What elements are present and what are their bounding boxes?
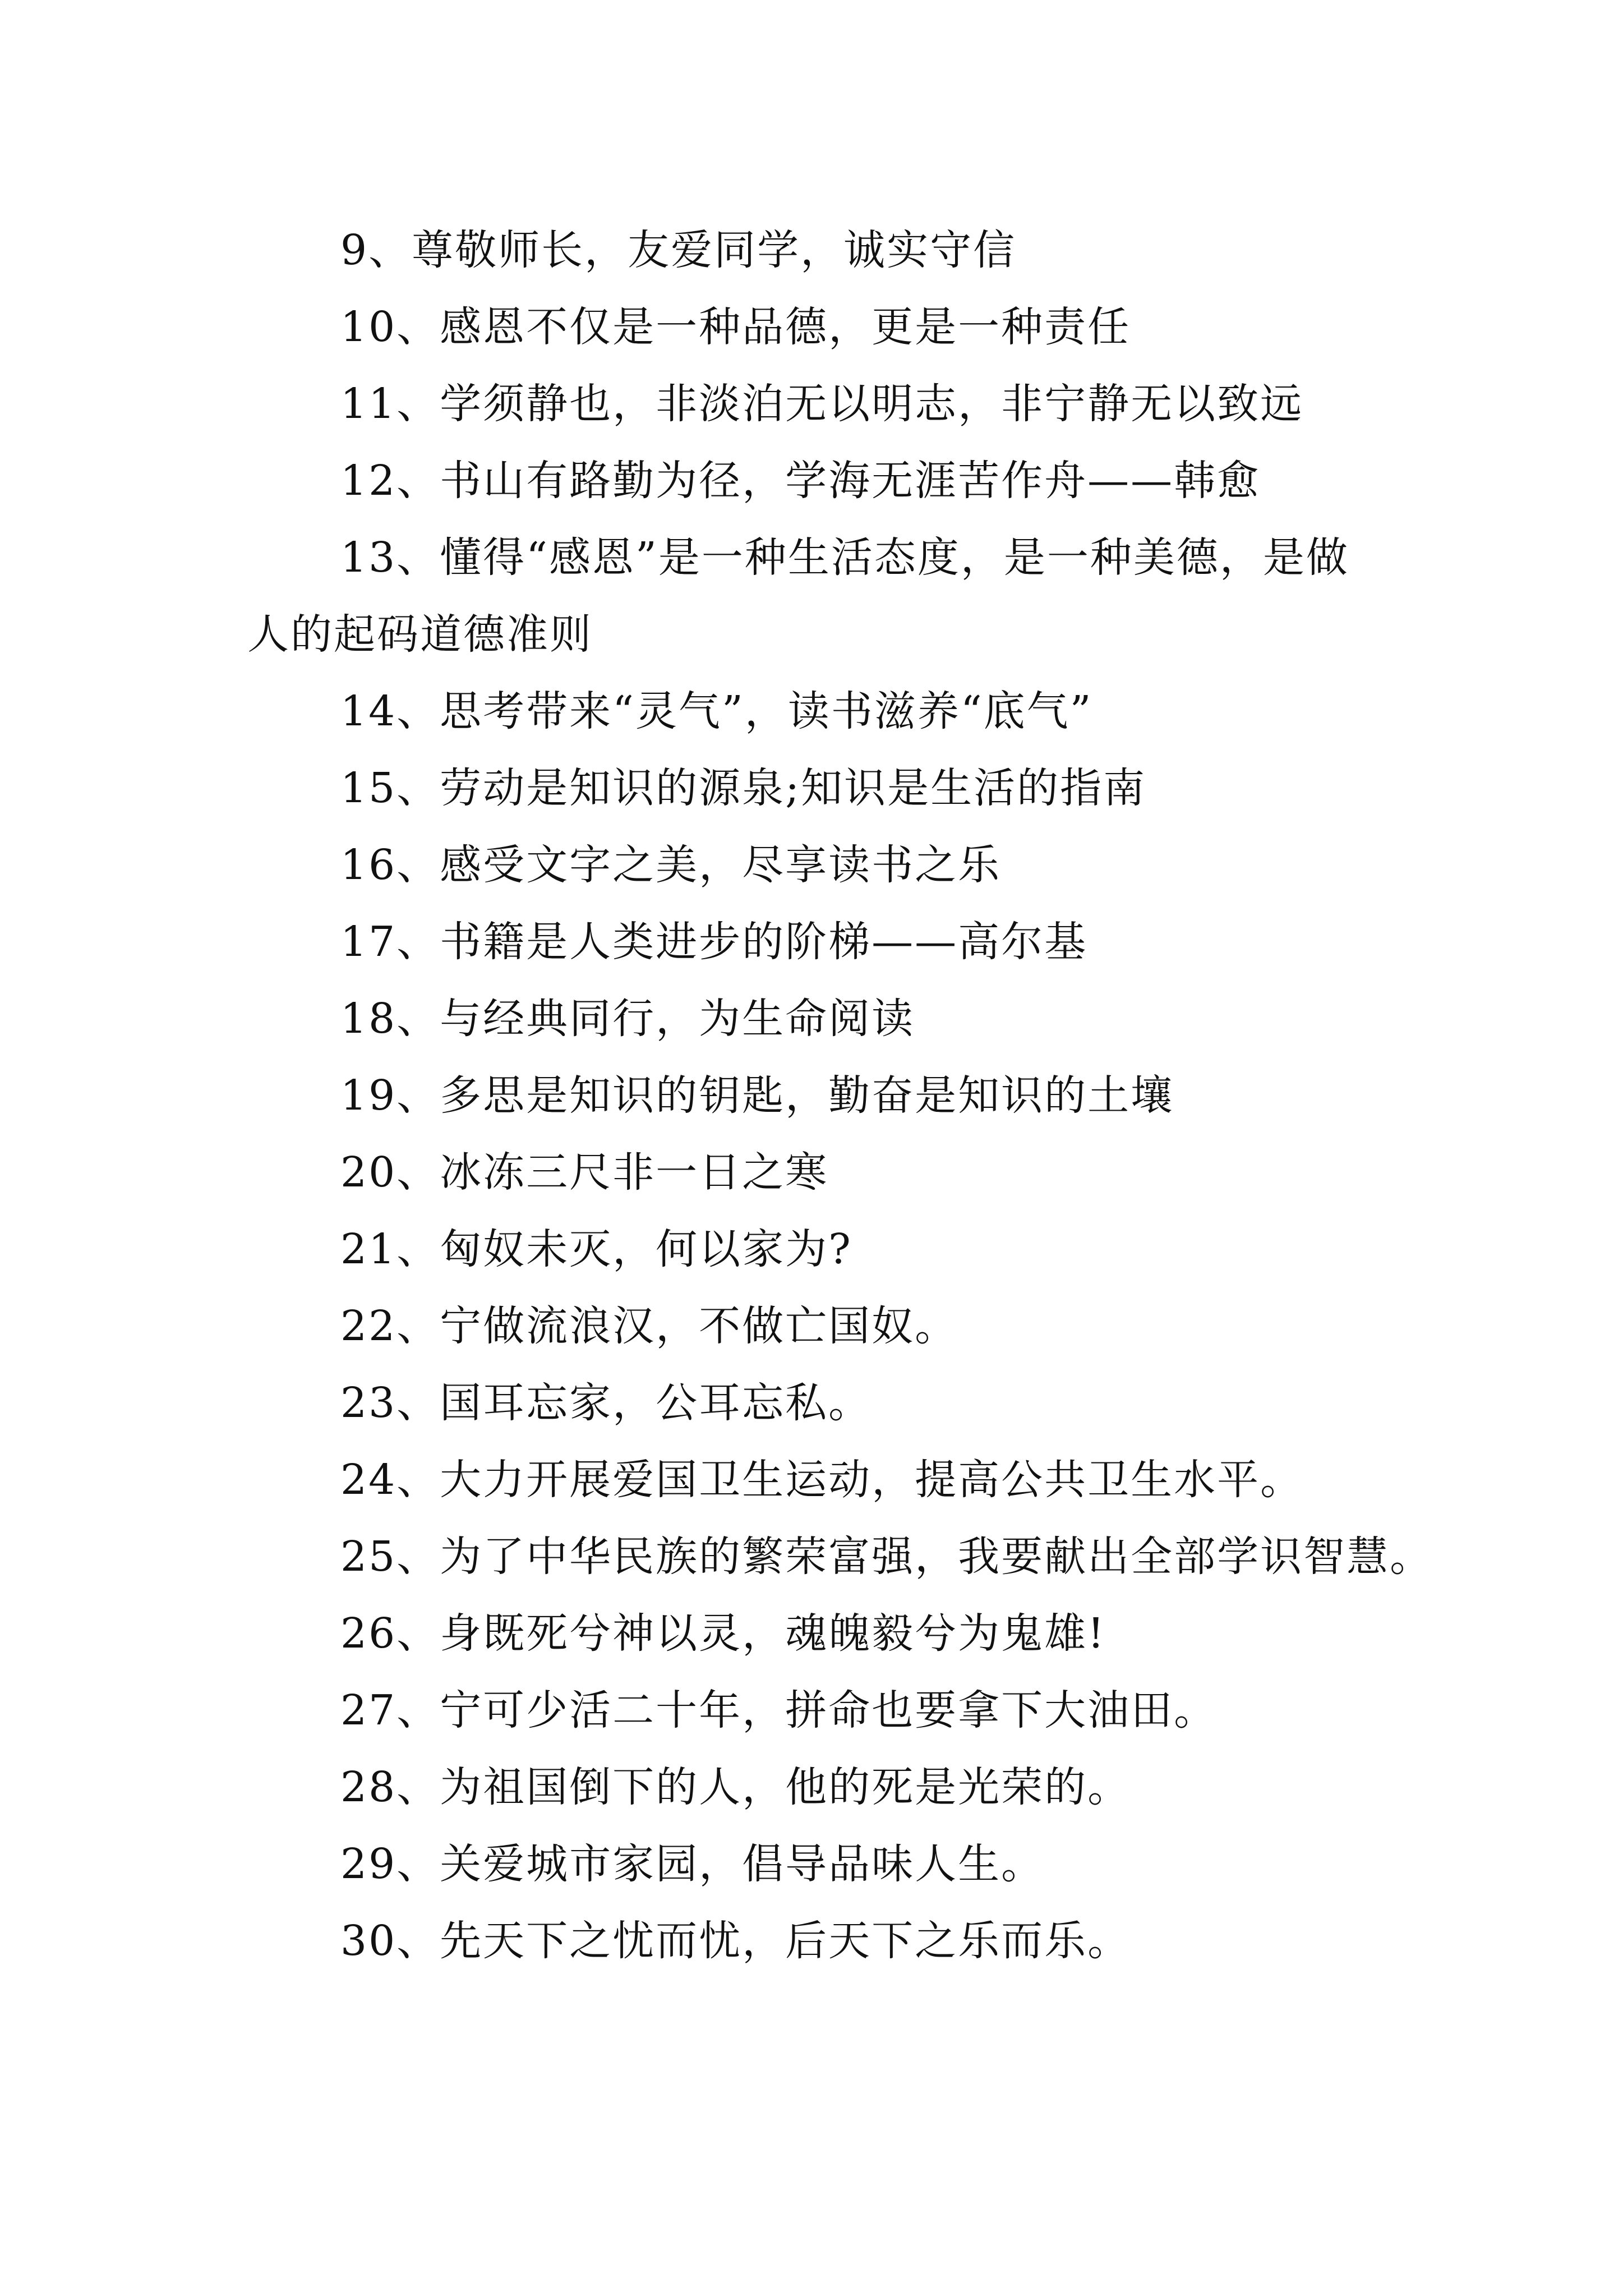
list-item: 12、书山有路勤为径，学海无涯苦作舟——韩愈	[340, 457, 1261, 505]
list-item: 29、关爱城市家园，倡导品味人生。	[340, 1840, 1045, 1888]
list-item: 22、宁做流浪汉，不做亡国奴。	[340, 1302, 958, 1350]
list-item: 13、懂得“感恩”是一种生活态度，是一种美德，是做人的起码道德准则	[247, 533, 1349, 659]
list-item: 21、匈奴未灭，何以家为?	[340, 1225, 852, 1273]
list-item: 14、思考带来“灵气”，读书滋养“底气”	[340, 687, 1093, 735]
slogan-list	[247, 212, 1433, 1980]
list-item: 28、为祖国倒下的人，他的死是光荣的。	[340, 1763, 1131, 1811]
list-item: 23、国耳忘家，公耳忘私。	[340, 1379, 872, 1427]
list-item: 10、感恩不仅是一种品德，更是一种责任	[340, 303, 1131, 351]
list-item: 11、学须静也，非淡泊无以明志，非宁静无以致远	[340, 380, 1304, 428]
list-item: 18、与经典同行，为生命阅读	[340, 995, 915, 1043]
list-item: 27、宁可少活二十年，拼命也要拿下大油田。	[340, 1686, 1218, 1734]
list-item: 26、身既死兮神以灵，魂魄毅兮为鬼雄!	[340, 1609, 1106, 1658]
list-item: 20、冰冻三尺非一日之寒	[340, 1148, 829, 1197]
list-item: 25、为了中华民族的繁荣富强，我要献出全部学识智慧。	[340, 1533, 1433, 1581]
list-item: 16、感受文字之美，尽享读书之乐	[340, 841, 1002, 889]
list-item: 19、多思是知识的钥匙，勤奋是知识的土壤	[340, 1071, 1174, 1120]
list-item: 24、大力开展爱国卫生运动，提高公共卫生水平。	[340, 1456, 1304, 1504]
list-item: 9、尊敬师长，友爱同学，诚实守信	[340, 226, 1017, 274]
list-item: 30、先天下之忧而忧，后天下之乐而乐。	[340, 1917, 1131, 1965]
list-item: 17、书籍是人类进步的阶梯——高尔基	[340, 918, 1088, 966]
list-item: 15、劳动是知识的源泉;知识是生活的指南	[340, 764, 1147, 812]
